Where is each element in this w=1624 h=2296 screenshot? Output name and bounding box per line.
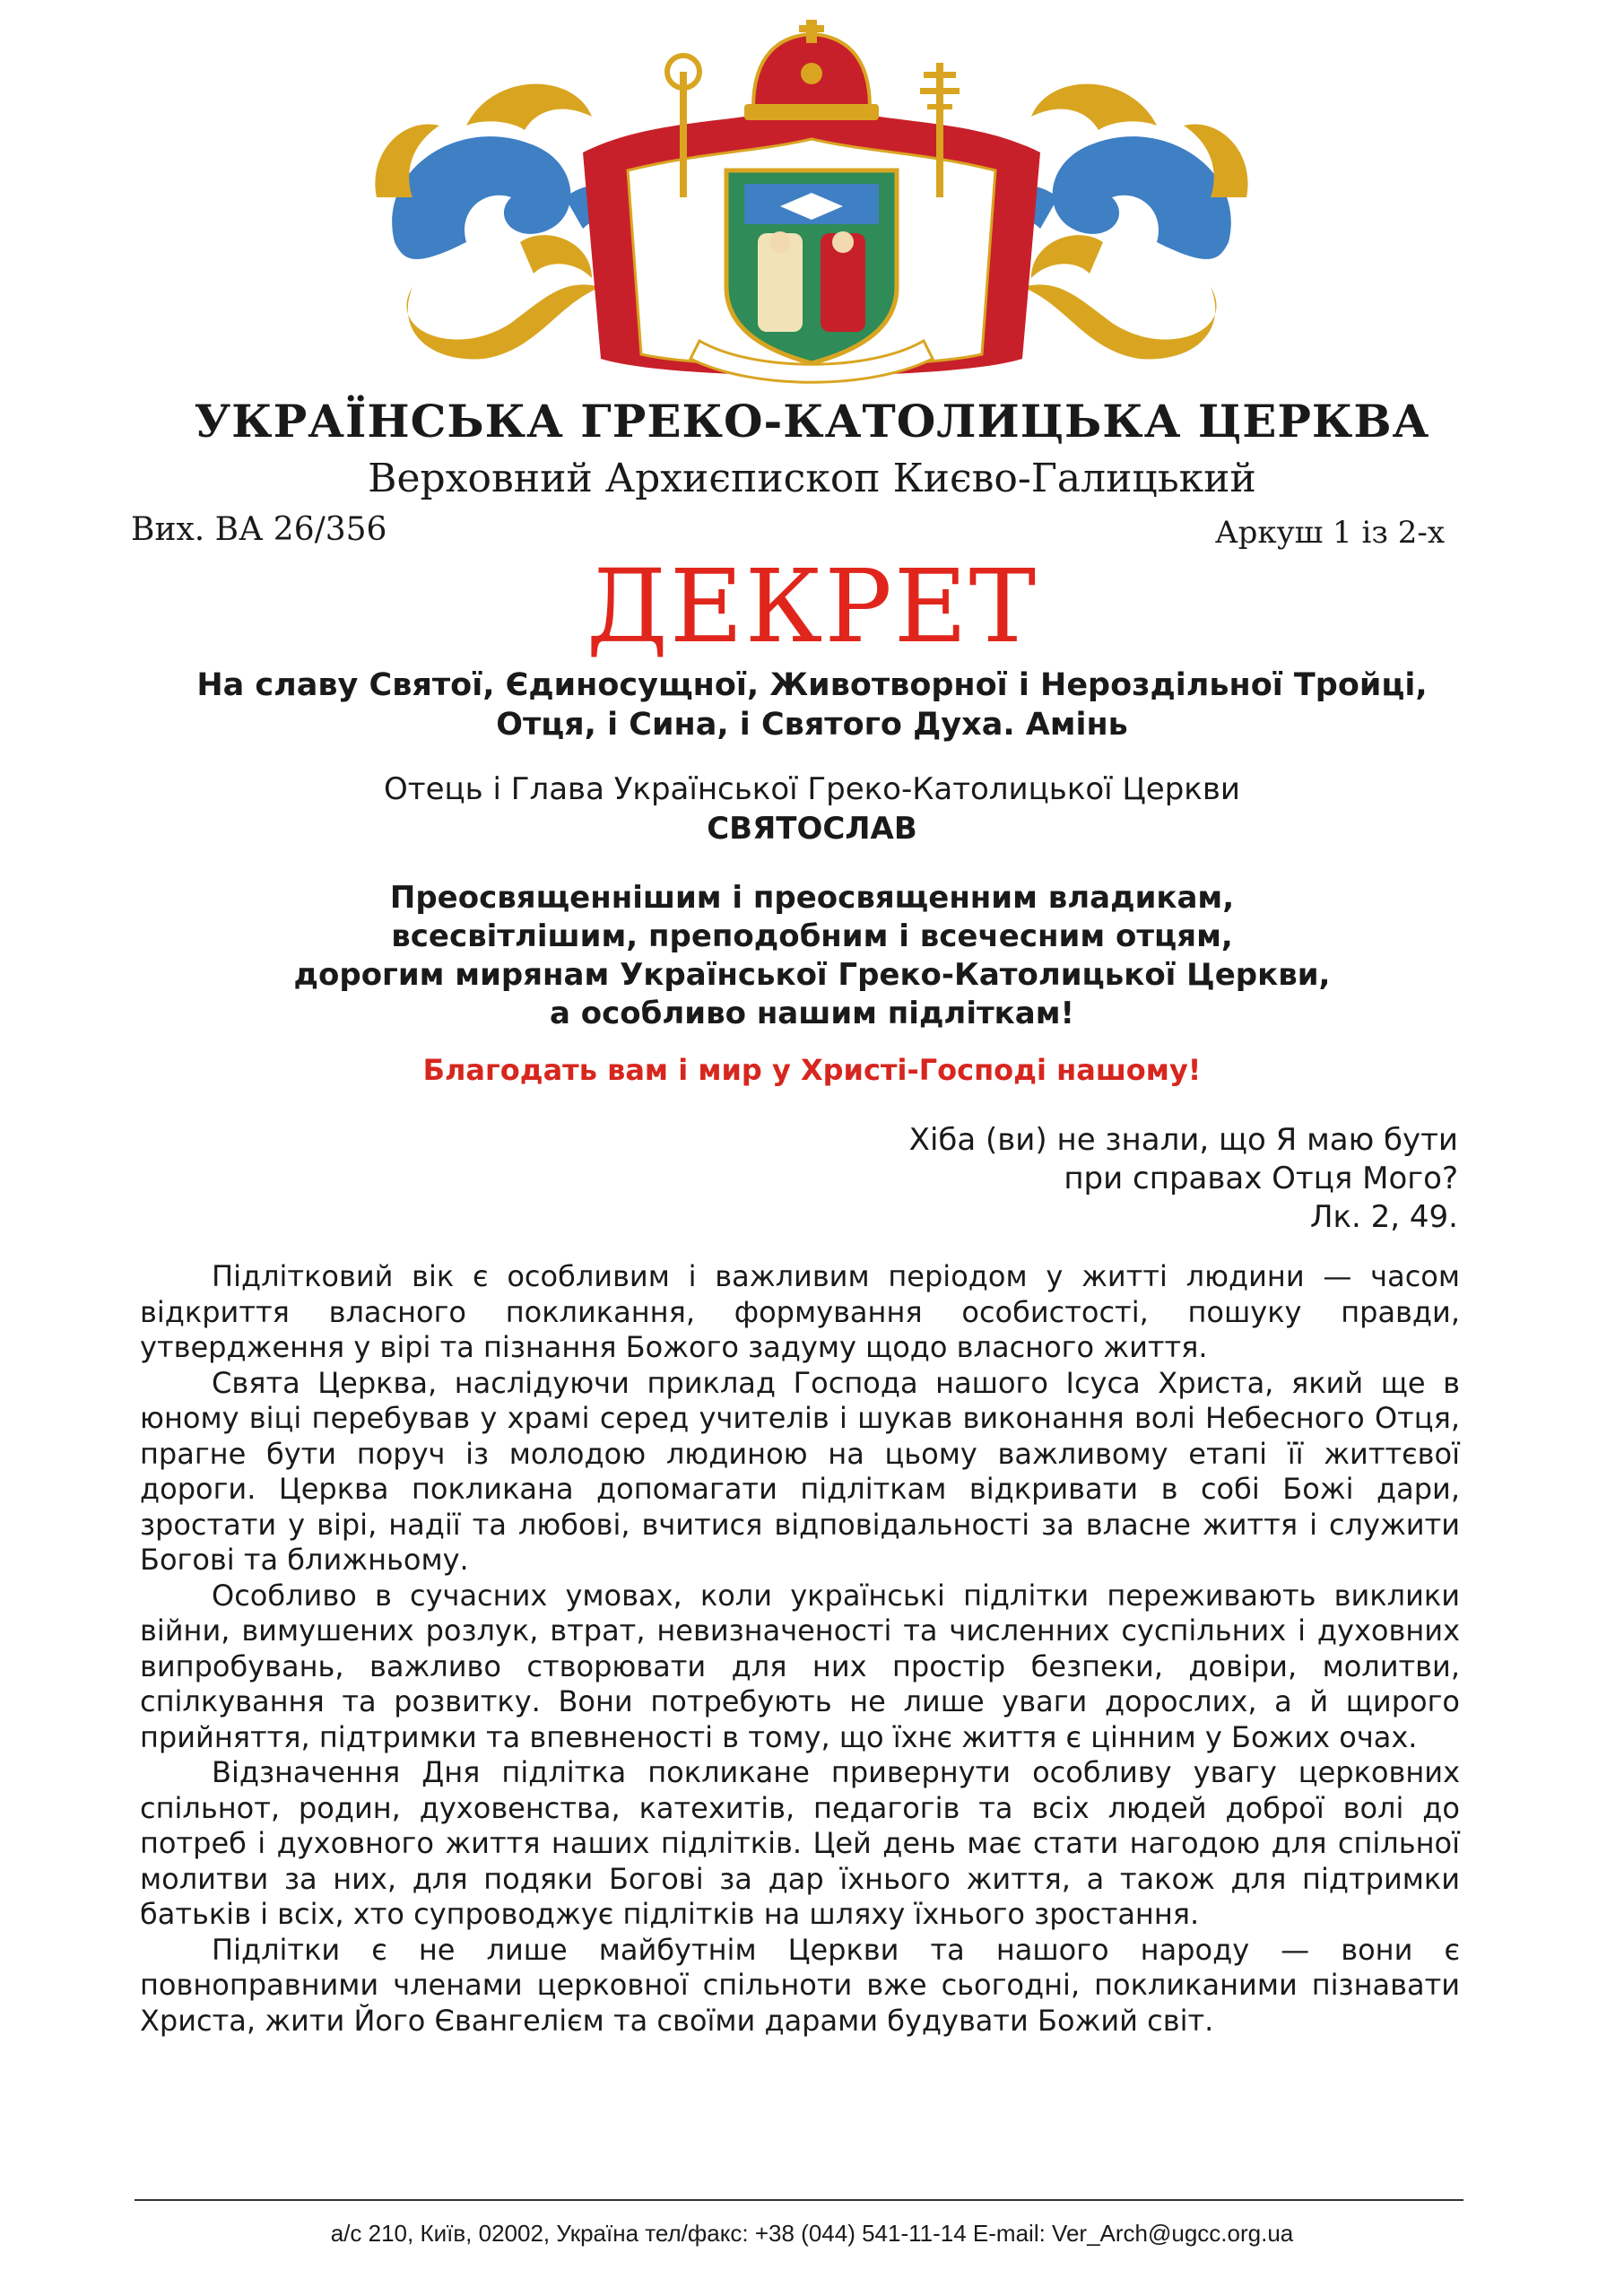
greeting: Благодать вам і мир у Христі-Господі нашому! — [422, 1053, 1202, 1087]
shield-icon — [726, 170, 897, 363]
epigraph — [909, 1121, 1458, 1237]
addressee-line: Преосвященнішим і преосвященним владикам, — [389, 880, 1235, 916]
ugcc-coat-of-arms-icon — [359, 18, 1264, 395]
patriarch-name: СВЯТОСЛАВ — [707, 811, 917, 847]
body-paragraph: Свята Церква, наслідуючи приклад Господа нашого Ісуса Христа, який ще в юному віці перебував у храмі серед учителів і шукав виконання волі Небесного Отця, прагне бути поруч із молодою людиною на цьому важливому етапі її життєвої дороги. Церква покликана допомагати підліткам відкривати в собі Божі дари, зростати у вірі, надії та любові, вчитися відповідальності за власне життя і служити Богові та ближньому. — [140, 1365, 1460, 1577]
addressee-line: а особливо нашим підліткам! — [549, 996, 1074, 1031]
addressee-line: дорогим мирянам Української Греко-Католицької Церкви, — [293, 957, 1331, 993]
body-paragraph: Підлітки є не лише майбутнім Церкви та нашого народу — вони є повноправними членами церковної спільноти вже сьогодні, покликаними пізнавати Христа, жити Його Євангелієм та своїми дарами будувати Божий світ. — [140, 1932, 1460, 2038]
invocation-line: На славу Святої, Єдиносущної, Животворної і Нероздільної Тройці, — [196, 667, 1428, 703]
decree-title: ДЕКРЕТ — [586, 549, 1038, 665]
mitre-icon — [744, 20, 879, 120]
decree-body — [140, 1259, 1460, 2039]
father-head: Отець і Глава Української Греко-Католицької Церкви — [384, 771, 1240, 807]
epigraph-reference: Лк. 2, 49. — [1309, 1199, 1458, 1235]
footer-contacts: а/с 210, Київ, 02002, Україна тел/факс: +38 (044) 541-11-14 E-mail: Ver_Arch@ugcc.org.ua — [330, 2220, 1294, 2247]
body-paragraph: Особливо в сучасних умовах, коли українські підлітки переживають виклики війни, вимушених розлук, втрат, невизначеності та численних суспільних і духовних випробувань, важливо створювати для них простір безпеки, довіри, молитви, спілкування та розвитку. Вони потребують не лише уваги дорослих, а й щирого прийняття, підтримки та впевненості в тому, що їхнє життя є цінним у Божих очах. — [140, 1578, 1460, 1754]
sheet-number: Аркуш 1 із 2-х — [1214, 515, 1445, 551]
body-paragraph: Підлітковий вік є особливим і важливим періодом у житті людини — часом відкриття власного покликання, формування особистості, пошуку правди, утвердження у вірі та пізнання Божого задуму щодо власного життя. — [140, 1259, 1460, 1364]
outgoing-number: Вих. ВА 26/356 — [131, 511, 387, 548]
invocation — [0, 665, 1624, 744]
epigraph-line: Хіба (ви) не знали, що Я маю бути — [908, 1122, 1458, 1158]
invocation-line: Отця, і Сина, і Святого Духа. Амінь — [496, 707, 1128, 743]
epigraph-line: при справах Отця Мого? — [1064, 1161, 1458, 1196]
body-paragraph: Відзначення Дня підлітка покликане привернути особливу увагу церковних спільнот, родин, духовенства, катехитів, педагогів та всіх людей доброї волі до потреб і духовного життя наших підлітків. Цей день має стати нагодою для спільної молитви за них, для подяки Богові за дар їхнього життя, а також для підтримки батьків і всіх, хто супроводжує підлітків на шляху їхнього зростання. — [140, 1755, 1460, 1931]
church-name: УКРАЇНСЬКА ГРЕКО-КАТОЛИЦЬКА ЦЕРКВА — [194, 395, 1430, 448]
archbishop-title: Верховний Архиєпископ Києво-Галицький — [368, 456, 1256, 501]
addressees — [0, 879, 1624, 1033]
addressee-line: всесвітлішим, преподобним і всечесним отцям, — [391, 918, 1233, 954]
footer-divider — [135, 2199, 1463, 2201]
